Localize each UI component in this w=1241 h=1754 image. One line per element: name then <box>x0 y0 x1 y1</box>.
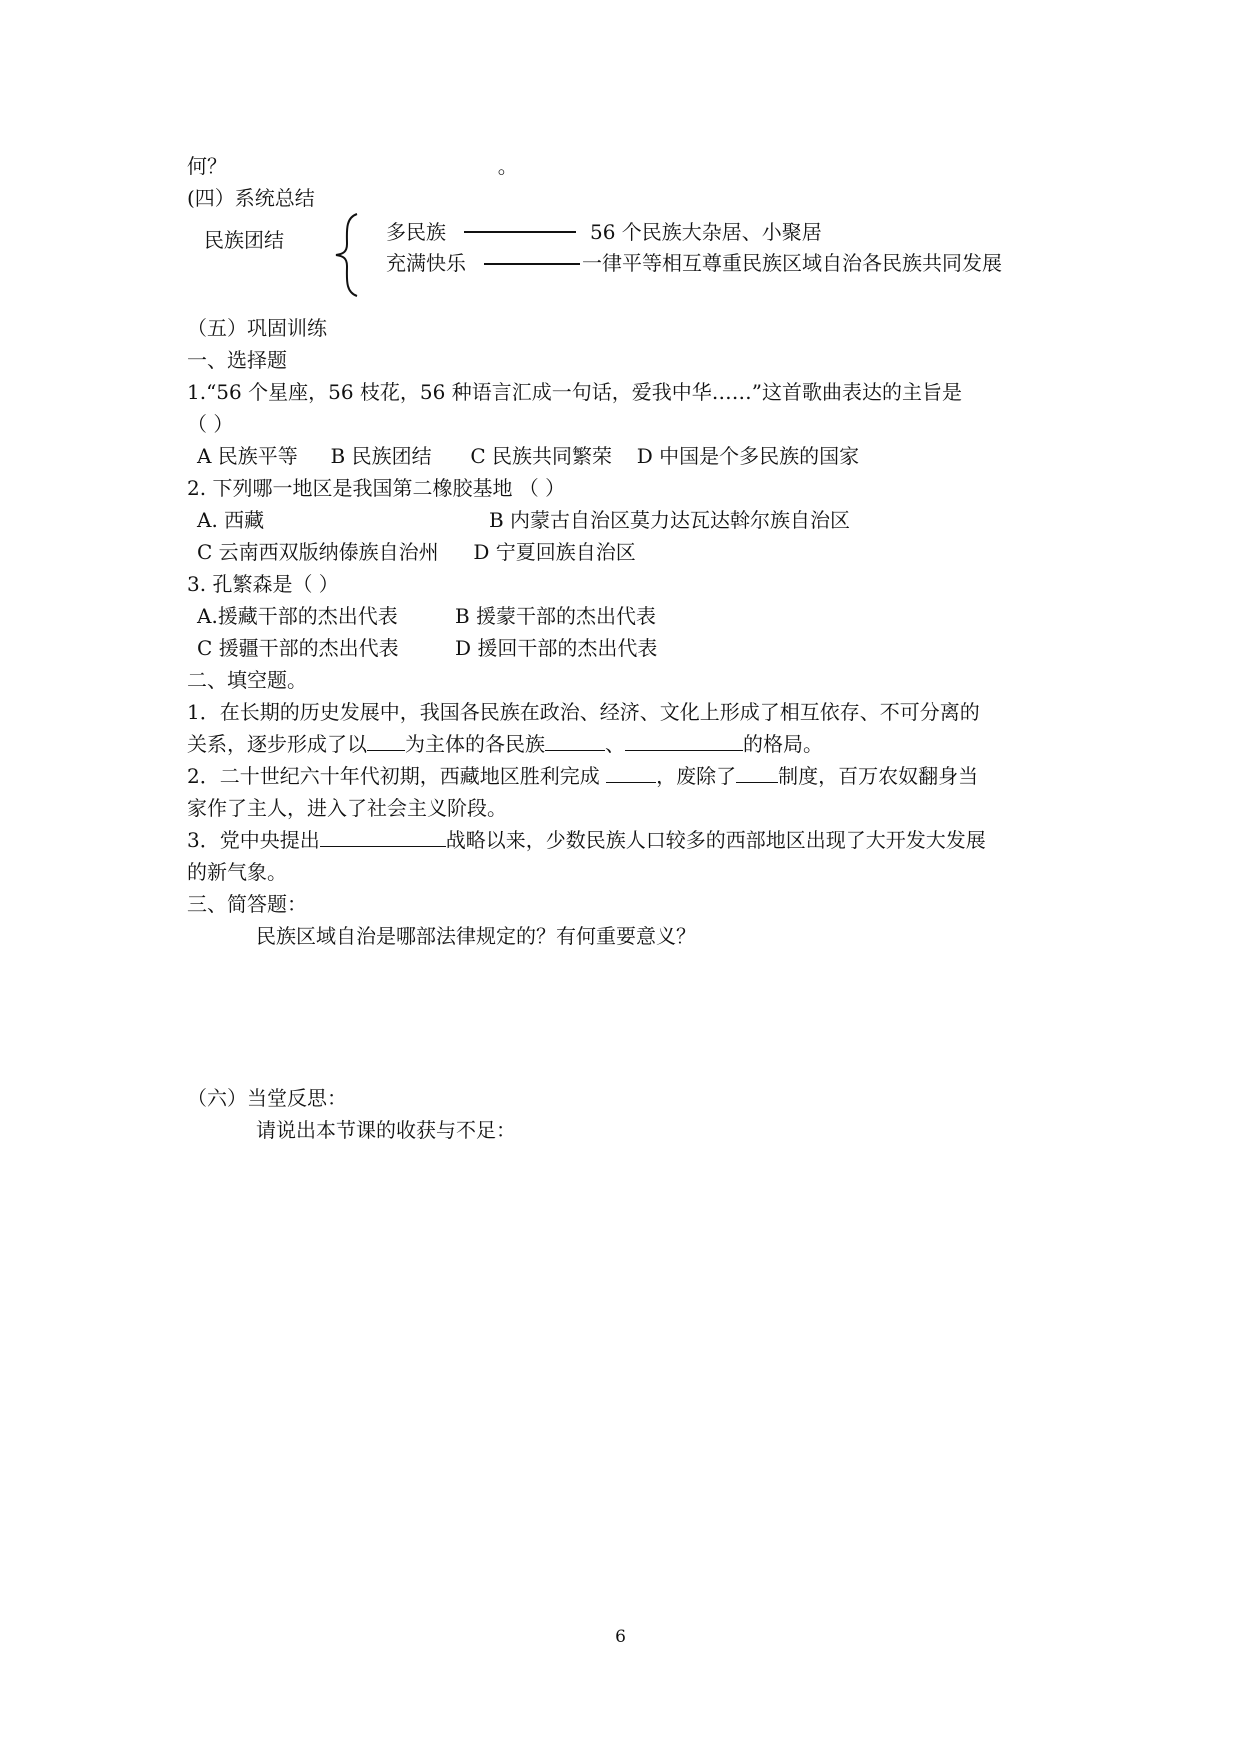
continuation-text: 何？ <box>187 154 227 178</box>
summary-root-label: 民族团结 <box>204 228 284 252</box>
f1-text-a: 关系，逐步形成了以 <box>187 732 367 756</box>
short-answer-heading: 三、简答题： <box>187 892 307 916</box>
short-answer-question: 民族区域自治是哪部法律规定的？有何重要意义？ <box>256 924 696 948</box>
connector-line-2 <box>484 263 580 265</box>
fill-heading: 二、填空题。 <box>187 668 307 692</box>
f2-text-b: ，废除了 <box>656 764 737 788</box>
q1-option-a: A 民族平等 <box>197 444 298 468</box>
fill-blank[interactable] <box>320 826 446 847</box>
f1-text-c: 、 <box>605 732 625 756</box>
q3-option-d: D 援回干部的杰出代表 <box>455 636 658 660</box>
f2-line1 <box>187 762 978 790</box>
fill-blank[interactable] <box>545 730 605 751</box>
fill-blank[interactable] <box>625 730 743 751</box>
reflection-prompt: 请说出本节课的收获与不足： <box>256 1118 516 1142</box>
q3-option-c: C 援疆干部的杰出代表 <box>197 636 399 660</box>
f3-line1 <box>187 826 986 854</box>
f3-text-b: 战略以来，少数民族人口较多的西部地区出现了大开发大发展 <box>445 828 986 852</box>
f3-text-a: 3．党中央提出 <box>187 828 320 852</box>
f1-line1: 1．在长期的历史发展中，我国各民族在政治、经济、文化上形成了相互依存、不可分离的 <box>187 700 980 724</box>
fill-blank[interactable] <box>367 730 405 751</box>
page-number: 6 <box>615 1627 626 1647</box>
q1-options <box>197 442 859 470</box>
left-brace <box>333 212 363 298</box>
q2-stem: 2. 下列哪一地区是我国第二橡胶基地 （ ） <box>187 476 566 500</box>
q3-options-row2 <box>197 634 657 662</box>
q2-options-row1 <box>197 506 850 534</box>
branch-detail-1: 56 个民族大杂居、小聚居 <box>590 220 822 244</box>
section-heading-reflection: （六）当堂反思： <box>187 1086 347 1110</box>
choice-heading: 一、选择题 <box>187 348 287 372</box>
connector-line-1 <box>464 231 576 233</box>
q3-options-row1 <box>197 602 656 630</box>
q1-paren: （ ） <box>187 412 234 436</box>
q2-option-c: C 云南西双版纳傣族自治州 <box>197 540 439 564</box>
f1-line2 <box>187 730 823 758</box>
section-heading-summary: (四）系统总结 <box>187 186 315 210</box>
q2-option-b: B 内蒙古自治区莫力达瓦达斡尔族自治区 <box>489 508 851 532</box>
q1-option-c: C 民族共同繁荣 <box>470 444 612 468</box>
q3-stem: 3. 孔繁森是（ ） <box>187 572 339 596</box>
fill-blank[interactable] <box>606 762 656 783</box>
q1-option-b: B 民族团结 <box>330 444 432 468</box>
q3-option-a: A.援藏干部的杰出代表 <box>197 604 398 628</box>
end-mark: 。 <box>497 154 518 178</box>
f2-text-c: 制度，百万农奴翻身当 <box>778 764 979 788</box>
q2-options-row2 <box>197 538 636 566</box>
q3-option-b: B 援蒙干部的杰出代表 <box>455 604 657 628</box>
fill-blank[interactable] <box>736 762 778 783</box>
f2-text-a: 2．二十世纪六十年代初期，西藏地区胜利完成 <box>187 764 607 788</box>
branch-detail-2: 一律平等相互尊重民族区域自治各民族共同发展 <box>582 251 1002 275</box>
f1-text-b: 为主体的各民族 <box>405 732 545 756</box>
branch-label-1: 多民族 <box>386 220 446 244</box>
section-heading-practice: （五）巩固训练 <box>187 316 327 340</box>
q1-stem: 1.“56 个星座，56 枝花，56 种语言汇成一句话，爱我中华……”这首歌曲表达的主旨是 <box>187 380 962 404</box>
continuation-line <box>187 152 518 180</box>
f1-text-d: 的格局。 <box>743 732 823 756</box>
q1-option-d: D 中国是个多民族的国家 <box>636 444 860 468</box>
q2-option-a: A. 西藏 <box>197 508 265 532</box>
f3-line2: 的新气象。 <box>187 860 287 884</box>
branch-label-2: 充满快乐 <box>386 251 466 275</box>
f2-line2: 家作了主人，进入了社会主义阶段。 <box>187 796 507 820</box>
q2-option-d: D 宁夏回族自治区 <box>473 540 636 564</box>
